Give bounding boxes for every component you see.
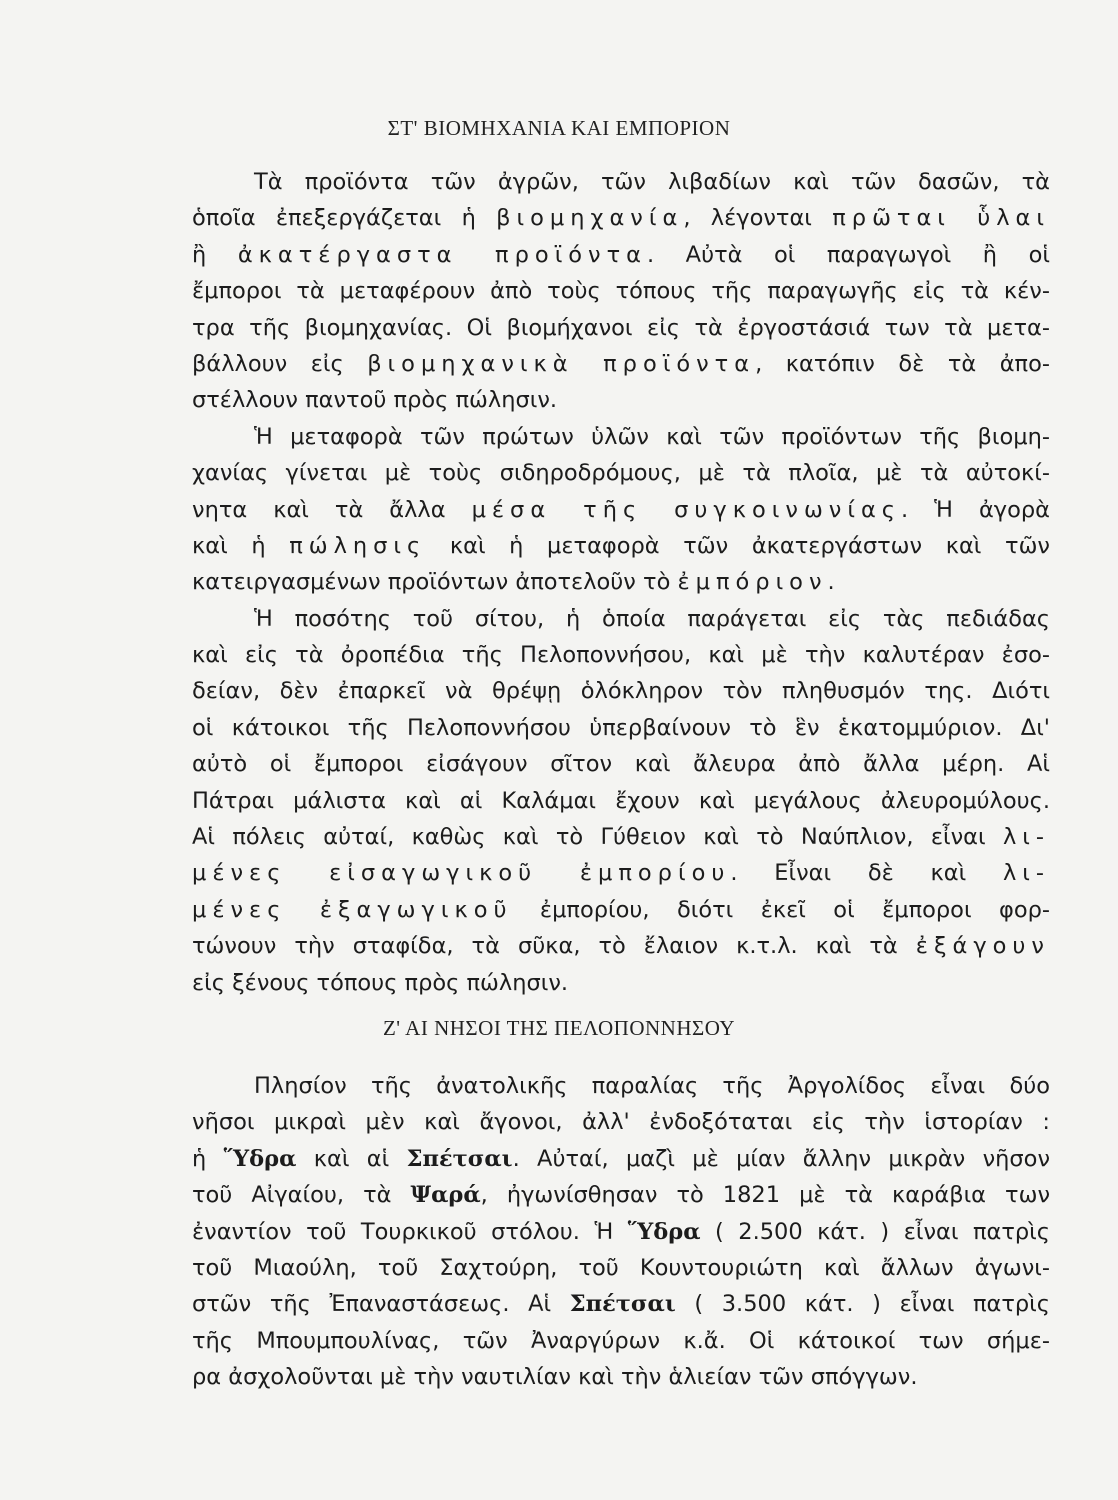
text-line <box>192 892 1050 928</box>
text-run: τῆς Μπουμπουλίνας, τῶν Ἀναργύρων κ.ἄ. Οἱ κάτοικοί των σήμε- <box>192 1327 1050 1354</box>
text-run: Αἱ πόλεις αὐταί, καθὼς καὶ τὸ Γύθειον καὶ τὸ Ναύπλιον, εἶναι <box>192 824 1003 851</box>
bold-term: Σπέτσαι <box>569 1291 676 1318</box>
text-run: , ἠγωνίσθησαν τὸ 1821 μὲ τὰ καράβια των <box>480 1182 1051 1209</box>
text-run: . <box>827 569 835 596</box>
spaced-term: μένες ἐξαγωγικοῦ <box>192 896 513 923</box>
paragraph-islands <box>192 1068 1050 1396</box>
text-line <box>192 419 1050 455</box>
text-line <box>192 1286 1050 1322</box>
text-line <box>192 601 1050 637</box>
bold-term: Ὕδρα <box>627 1218 701 1245</box>
paragraph-grain <box>192 601 1050 1001</box>
text-run: δείαν, δὲν ἐπαρκεῖ νὰ θρέψῃ ὁλόκληρον τὸν πληθυσμόν της. Διότι <box>192 678 1050 705</box>
spaced-term: βιομηχανικὰ προϊόντα <box>367 350 756 377</box>
text-run: . Εἶναι δὲ καὶ <box>730 860 1003 887</box>
text-line <box>192 1250 1050 1286</box>
text-line <box>192 819 1050 855</box>
section-industry-body <box>192 164 1050 1001</box>
text-line <box>192 1323 1050 1359</box>
spaced-term: μένες εἰσαγωγικοῦ ἐμπορίου <box>192 860 731 887</box>
spaced-term: λι- <box>1002 860 1050 887</box>
text-run: καὶ αἱ <box>296 1145 407 1172</box>
section-islands-body <box>192 1068 1050 1396</box>
text-run: ὁποῖα ἐπεξεργάζεται ἡ <box>192 205 497 232</box>
text-line <box>192 382 1050 418</box>
text-line <box>192 346 1050 382</box>
text-run: ἐμπορίου, διότι ἐκεῖ οἱ ἔμποροι φορ- <box>512 896 1050 923</box>
text-run: ἡ <box>192 1145 224 1172</box>
spaced-term: μέσα τῆς συγκοινωνίας <box>471 496 902 523</box>
text-run: αὐτὸ οἱ ἔμποροι εἰσάγουν σῖτον καὶ ἄλευρα ἀπὸ ἄλλα μέρη. Αἱ <box>192 751 1050 778</box>
text-line <box>192 1104 1050 1140</box>
spaced-term: λι- <box>1002 824 1050 851</box>
spaced-term: ἐξάγουν <box>915 933 1050 960</box>
text-line <box>192 855 1050 891</box>
text-run: βάλλουν εἰς <box>192 350 368 377</box>
text-run: , λέγονται <box>683 205 833 232</box>
text-run: χανίας γίνεται μὲ τοὺς σιδηροδρόμους, μὲ τὰ πλοῖα, μὲ τὰ αὐτοκί- <box>192 460 1050 487</box>
text-run: . Ἡ ἀγορὰ <box>901 496 1051 523</box>
spaced-term: πρῶται ὗλαι <box>832 205 1050 232</box>
text-run: τοῦ Μιαούλη, τοῦ Σαχτούρη, τοῦ Κουντουριώτη καὶ ἄλλων ἀγωνι- <box>192 1254 1050 1281</box>
section-heading-islands: Ζ' ΑΙ ΝΗΣΟΙ ΤΗΣ ΠΕΛΟΠΟΝΝΗΣΟΥ <box>382 1016 736 1040</box>
text-run: ρα ἀσχολοῦνται μὲ τὴν ναυτιλίαν καὶ τὴν ἁλιείαν τῶν σπόγγων. <box>192 1364 918 1391</box>
text-line <box>192 637 1050 673</box>
text-run: τρα τῆς βιομηχανίας. Οἱ βιομήχανοι εἰς τὰ ἐργοστάσιά των τὰ μετα- <box>192 314 1050 341</box>
text-run: ἢ <box>192 241 238 268</box>
text-run: Πλησίον τῆς ἀνατολικῆς παραλίας τῆς Ἀργολίδος εἶναι δύο <box>254 1073 1050 1099</box>
bold-term: Σπέτσαι <box>406 1145 513 1172</box>
spaced-term: πώλησις <box>289 532 427 559</box>
text-run: καὶ ἡ μεταφορὰ τῶν ἀκατεργάστων καὶ τῶν <box>426 532 1050 559</box>
text-run: ἐναντίον τοῦ Τουρκικοῦ στόλου. Ἡ <box>192 1218 628 1245</box>
text-run: Ἡ μεταφορὰ τῶν πρώτων ὑλῶν καὶ τῶν προϊόντων τῆς βιομη- <box>254 423 1050 450</box>
paragraph-transport-trade <box>192 419 1050 601</box>
text-line <box>192 564 1050 600</box>
spaced-term: ἐμπόριον <box>677 569 828 596</box>
text-line <box>192 1068 1050 1104</box>
text-line <box>192 928 1050 964</box>
text-line <box>192 492 1050 528</box>
text-run: καὶ εἰς τὰ ὀροπέδια τῆς Πελοποννήσου, καὶ μὲ τὴν καλυτέραν ἐσο- <box>192 642 1050 669</box>
text-run: Πάτραι μάλιστα καὶ αἱ Καλάμαι ἔχουν καὶ μεγάλους ἀλευρομύλους. <box>192 787 1050 814</box>
text-run: εἰς ξένους τόπους πρὸς πώλησιν. <box>192 969 569 996</box>
text-run: οἱ κάτοικοι τῆς Πελοποννήσου ὑπερβαίνουν τὸ ἓν ἑκατομμύριον. Δι' <box>192 714 1050 741</box>
text-line <box>192 1214 1050 1250</box>
text-run: Ἡ ποσότης τοῦ σίτου, ἡ ὁποία παράγεται εἰς τὰς πεδιάδας <box>254 605 1050 632</box>
text-line <box>192 783 1050 819</box>
text-run: ἔμποροι τὰ μεταφέρουν ἀπὸ τοὺς τόπους τῆς παραγωγῆς εἰς τὰ κέν- <box>192 278 1050 305</box>
text-line <box>192 528 1050 564</box>
spaced-term: βιομηχανία <box>496 205 684 232</box>
bold-term: Ψαρά <box>410 1182 481 1209</box>
spaced-term: ἀκατέργαστα προϊόντα <box>237 241 647 268</box>
section-heading-industry: ΣΤ' ΒΙΟΜΗΧΑΝΙΑ ΚΑΙ ΕΜΠΟΡΙΟΝ <box>387 116 731 140</box>
text-line <box>192 310 1050 346</box>
text-run: νητα καὶ τὰ ἄλλα <box>192 496 472 523</box>
text-line <box>192 1177 1050 1213</box>
text-line <box>192 273 1050 309</box>
text-run: τοῦ Αἰγαίου, τὰ <box>192 1182 411 1209</box>
text-run: στέλλουν παντοῦ πρὸς πώλησιν. <box>192 387 558 414</box>
text-run: νῆσοι μικραὶ μὲν καὶ ἄγονοι, ἀλλ' ἐνδοξόταται εἰς τὴν ἱστορίαν : <box>192 1109 1050 1136</box>
text-run: . Αὐτὰ οἱ παραγωγοὶ ἢ οἱ <box>646 241 1050 268</box>
text-line <box>192 710 1050 746</box>
text-line <box>192 1141 1050 1177</box>
text-line <box>192 965 1050 1001</box>
text-line <box>192 237 1050 273</box>
text-line <box>192 164 1050 200</box>
text-line <box>192 200 1050 236</box>
text-run: ( 3.500 κάτ. ) εἶναι πατρὶς <box>675 1291 1050 1318</box>
text-run: ( 2.500 κάτ. ) εἶναι πατρὶς <box>700 1218 1050 1245</box>
text-line <box>192 1359 1050 1395</box>
text-run: στῶν τῆς Ἐπαναστάσεως. Αἱ <box>192 1291 570 1318</box>
text-line <box>192 455 1050 491</box>
text-run: κατειργασμένων προϊόντων ἀποτελοῦν τὸ <box>192 569 678 596</box>
text-run: καὶ ἡ <box>192 532 290 559</box>
text-run: , κατόπιν δὲ τὰ ἀπο- <box>755 350 1050 377</box>
text-line <box>192 746 1050 782</box>
text-run: Τὰ προϊόντα τῶν ἀγρῶν, τῶν λιβαδίων καὶ τῶν δασῶν, τὰ <box>254 169 1050 195</box>
paragraph-raw-materials <box>192 164 1050 419</box>
bold-term: Ὕδρα <box>223 1145 297 1172</box>
text-line <box>192 673 1050 709</box>
text-run: τώνουν τὴν σταφίδα, τὰ σῦκα, τὸ ἔλαιον κ.τ.λ. καὶ τὰ <box>192 933 916 960</box>
text-run: . Αὐταί, μαζὶ μὲ μίαν ἄλλην μικρὰν νῆσον <box>512 1145 1051 1172</box>
